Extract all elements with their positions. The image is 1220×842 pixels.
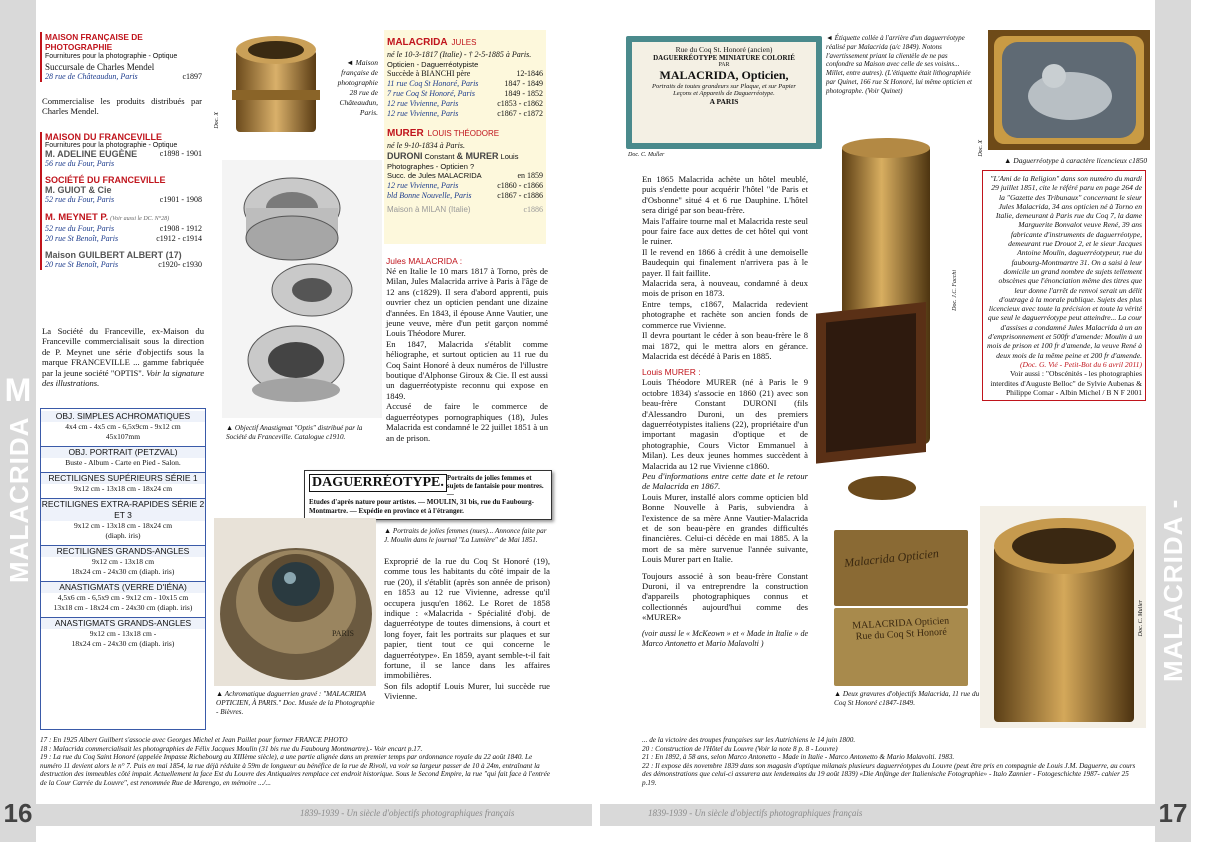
left-band-title: MALACRIDA xyxy=(4,416,34,584)
annonce-box xyxy=(304,470,552,520)
address-row xyxy=(387,181,543,191)
duroni-first: Constant xyxy=(424,152,455,161)
guilbert: Maison GUILBERT ALBERT (17) xyxy=(45,250,182,260)
mal-birth: né le 10-3-1817 (Italie) - † 2-5-1885 à Paris. xyxy=(387,50,532,59)
milan-date: c1886 xyxy=(523,205,543,214)
mur-birth: né le 9-10-1834 à Paris. xyxy=(387,141,465,150)
annonce-l1: Portraits de jolies femmes et sujets de fantaisie pour montres. — xyxy=(446,474,544,498)
r-p5: Entre temps, c1867, Malacrida redevient photographe et rachète son ancien fonds de commerce rue Vivienne. xyxy=(642,298,808,330)
maison-text: Commercialise les produits distribués par Charles Mendel. xyxy=(42,96,202,117)
franceville-sub: Fournitures pour la photographie - Optique xyxy=(45,142,178,149)
table-value: 18x24 cm - 24x30 cm (diaph. iris) xyxy=(71,639,175,648)
mal-succ-date: 12-1846 xyxy=(516,69,543,78)
table-value: 4x4 cm - 4x5 cm - 6,5x9cm - 9x12 cm xyxy=(65,422,181,431)
daguerreotype-image xyxy=(988,30,1150,150)
bio-p2: En 1847, Malacrida s'établit comme héliographe, et surtout opticien au 11 rue du Coq Saint Honoré à deux numéros de l'illustre boutique d'Alphonse Giroux & Cie. Il est aussi un daguerréotypiste reconnu qui expose en 1849. xyxy=(386,338,548,401)
milan: Maison à MILAN (Italie) xyxy=(387,205,471,214)
footnote: ... de la victoire des troupes françaises sur les Autrichiens le 14 juin 1800. xyxy=(642,736,856,744)
table-heading: RECTILIGNES SUPÉRIEURS SÉRIE 1 xyxy=(41,472,205,484)
mal-role: Opticien - Daguerréotypiste xyxy=(387,60,479,69)
optis-engraving xyxy=(222,160,382,418)
address-row xyxy=(387,79,543,89)
address-date: c1853 - c1862 xyxy=(497,99,543,108)
right-text-1 xyxy=(642,174,808,649)
gravure-photo-2 xyxy=(834,608,968,686)
etiquette-label xyxy=(632,42,816,143)
etiq-l7: A PARIS xyxy=(709,97,739,106)
caption-daguerreotype: ▲ Daguerréotype à caractère licencieux c1850 xyxy=(1004,156,1148,165)
meynet-date-2: c1912 - c1914 xyxy=(156,234,202,243)
footnote: 19 : La rue du Coq Saint Honoré (appelée Impasse Richebourg au XIIIème siècle), a une partie alignée dans un premier temps par ordonnance royale du 22 août 1840. Le numéro 11 devient alors le n° 7. Puis en mai 1854, la rue déjà réduite à 59m de longueur au bénéfice de la rue de Rivoli, va voir sa largeur passer de 10 à 24m, entraînant la destruction des immeubles côté impair. Actuellement la face Est du Louvre des Antiquaires remplace cet endroit historique. Sous le Second Empire, la rue "qui fait face à l'entrée de la Cour Carrée du Louvre", est renommée Rue de Marengo, en mémoire .../... xyxy=(40,753,550,787)
malacrida-addresses xyxy=(387,79,543,119)
caption-etiquette: ◄ Étiquette collée à l'arrière d'un daguerréotype réalisé par Malacrida (a/c 1849). Notons l'avertissement priant la clientèle de ne pas confondre sa Maison avec celle de ses voisins... Millet, entre autres). (L'étiquette était lithographiée par Quinet, 166 rue St Honoré, lui même opticien et photographe. (Voir Quinet) xyxy=(826,34,973,95)
address-text: 11 rue Coq St Honoré, Paris xyxy=(387,79,479,88)
table-heading: ANASTIGMATS (VERRE D'IÉNA) xyxy=(41,581,205,593)
maison-addr: 28 rue de Châteaudun, Paris xyxy=(45,72,138,81)
table-value: 9x12 cm - 13x18 cm - 18x24 cm xyxy=(73,521,173,530)
table-value: 45x107mm xyxy=(105,432,141,441)
caption-portraits: ▲ Portraits de jolies femmes (nues)... Annonce faite par J. Moulin dans le journal "La Lumière" de Mai 1851. xyxy=(384,527,547,544)
section-letter: M xyxy=(4,372,32,408)
table-value: 9x12 cm - 13x18 cm xyxy=(91,557,155,566)
bio-title: Jules MALACRIDA : xyxy=(386,256,463,266)
gravure-text-1: Malacrida Opticien xyxy=(843,546,940,570)
bio-p1: Né en Italie le 10 mars 1817 à Torno, près de Milan, Jules Malacrida arrive à Paris à l'âge de 12 ans (c1829). Il sera d'abord apprenti, puis ouvrier chez un opticien pendant une dizaine d'années. En 1843, il épouse Anne Vautier, une jeune veuve, mère d'un petit garçon nommé Louis Théodore Murer. xyxy=(386,266,548,339)
franceville-note: Voir la signature des illustrations. xyxy=(42,367,205,389)
guilbert-addr: 20 rue St Benoît, Paris xyxy=(45,260,119,269)
murer-title: Louis MURER : xyxy=(642,367,701,378)
maison-sub: Fournitures pour la photographie - Optique xyxy=(45,53,178,60)
large-lens-photo xyxy=(980,506,1146,728)
address-date: c1867 - c1886 xyxy=(497,191,543,200)
doc-x-label-2: Doc. X xyxy=(978,140,984,157)
doc-jc-label: Doc. J.C. Facchi xyxy=(952,270,958,311)
page-number-left: 16 xyxy=(3,798,33,828)
table-heading: OBJ. SIMPLES ACHROMATIQUES xyxy=(41,411,205,422)
footnotes-right xyxy=(642,736,1142,788)
franceville-paragraph: La Société du Franceville, ex-Maison du Franceville commercialisait sous la direction de P. Meynet une série d'objectifs sous la marque FRANCEVILLE ... gamme fabriquée par la jeune société "OPTIS". xyxy=(42,326,204,378)
table-value: 18x24 cm - 24x30 cm (diaph. iris) xyxy=(71,567,175,576)
malacrida-info-box xyxy=(384,30,546,244)
footnotes-left xyxy=(40,736,552,788)
lens-engraving-text: PARIS xyxy=(332,629,354,638)
daguerreotype-photo xyxy=(988,30,1150,150)
address-row xyxy=(387,191,543,201)
address-text: bld Bonne Nouvelle, Paris xyxy=(387,191,472,200)
guiot-date: c1901 - 1908 xyxy=(159,195,202,204)
duroni-first2: Louis xyxy=(500,152,519,161)
etiq-l6: Leçons et Appareils de Daguerréotype. xyxy=(673,90,775,97)
adeline-date: c1898 - 1901 xyxy=(159,149,202,158)
r-p11: (voir aussi le « McKeown » et « Made in Italie » de Marco Antonetto et Mario Malavolti ) xyxy=(642,628,808,649)
caption-achromatique: ▲ Achromatique daguerrien gravé : "MALACRIDA OPTICIEN, À PARIS." Doc. Musée de la Photographie - Bièvres. xyxy=(216,690,375,716)
footnote: 18 : Malacrida commercialisait les photographies de Félix Jacques Moulin (31 bis rue du Faubourg Montmartre).- Voir encart p.17. xyxy=(40,744,423,753)
address-text: 12 rue Vivienne, Paris xyxy=(387,109,459,118)
mal-succ: Succède à BIANCHI père xyxy=(387,69,471,78)
maison-succ: Succursale de Charles Mendel xyxy=(45,62,155,72)
doc-muller-2: Doc. C. Muller xyxy=(1138,600,1144,637)
brass-lens-image xyxy=(226,30,326,136)
guiot-addr: 52 rue du Four, Paris xyxy=(45,195,115,204)
address-date: c1860 - c1866 xyxy=(497,181,543,190)
meynet: M. MEYNET P. xyxy=(45,212,109,223)
caption-gravures: ▲ Deux gravures d'objectifs Malacrida, 11 rue du Coq St Honoré c1847-1849. xyxy=(834,690,980,707)
etiquette-photo xyxy=(626,36,822,149)
table-heading: RECTILIGNES GRANDS-ANGLES xyxy=(41,545,205,557)
address-date: 1847 - 1849 xyxy=(504,79,543,88)
societe-title: SOCIÉTÉ DU FRANCEVILLE xyxy=(45,175,166,185)
ami-religion-box xyxy=(982,170,1146,401)
maison-date: c1897 xyxy=(182,72,202,81)
address-date: 1849 - 1852 xyxy=(504,89,543,98)
etiq-l2: DAGUERRÉOTYPE MINIATURE COLORIÉ xyxy=(653,54,795,62)
malacrida-bio-2 xyxy=(384,556,550,702)
address-row xyxy=(387,99,543,109)
mal-head: MALACRIDA xyxy=(387,37,448,48)
address-text: 7 rue Coq St Honoré, Paris xyxy=(387,89,475,98)
franceville-text xyxy=(42,326,204,388)
r-p2: Mais l'affaire tourne mal et Malacrida reste seul pour faire face aux dettes de cet hôtel qui vont le ruiner. xyxy=(642,215,808,247)
annonce-l2: Etudes d'après nature pour artistes. — MOULIN, 31 bis, rue du Faubourg-Montmartre. — Expédie en province et à l'étranger. xyxy=(309,498,534,515)
doc-muller-1: Doc. C. Muller xyxy=(628,152,665,158)
maison-francaise-block xyxy=(40,32,202,82)
running-footer-right: 1839-1939 - Un siècle d'objectifs photographiques français xyxy=(648,808,863,818)
table-heading: OBJ. PORTRAIT (PETZVAL) xyxy=(41,446,205,458)
guiot: M. GUIOT & Cie xyxy=(45,185,112,195)
footnote: 20 : Construction de l'Hôtel du Louvre (Voir la note 8 p. 8 - Louvre) xyxy=(642,744,838,753)
r-p9: Louis Murer, installé alors comme opticien bld Bonne Nouvelle à Paris, subviendra à l'existence de sa mère Anne Vautier-Malacrida et de son beau-père en grandes difficultés financières. Celui-ci décède en mai 1885. A la mort de sa mère survenue l'année suivante, Louis Murer part en Italie. xyxy=(642,491,808,565)
bio-p4: Exproprié de la rue du Coq St Honoré (19), comme tous les habitants du côté impair de la rue (20), il s'établit (après son année de prison) en 1853 au 12 rue Vivienne, adresse qu'il occupera jusqu'en 1862. Le Roret de 1858 indique : «Malacrida - Spécialité d'obj. de daguerréotype de toutes dimensions, à court et long foyer, fait les portraits sur plaques et sur papier, tient tout ce qui concerne le daguerréotype». En 1859, ayant semble-t-il fait fortune, il se lance dans les affaires immobilières. xyxy=(384,556,550,681)
page-number-right: 17 xyxy=(1158,798,1188,828)
maison-lens-photo xyxy=(226,30,326,136)
camera-photo xyxy=(812,138,980,508)
murer-addresses xyxy=(387,181,543,201)
ami-doc: (Doc. G. Vié - Petit-Bot du 6 avril 2011) xyxy=(1019,359,1142,369)
ami-text: "L'Ami de la Religion" dans son numéro du mardi 29 juillet 1851, cite le référé paru en page 264 de la "Gazette des Tribunaux" concernant le sieur Jules Malacrida, 34 ans opticien né à Torno en Italie, demeurant à Paris rue du Coq 7, la dame Marguerite Bonvalot veuve René, 39 ans fabricante d'instruments de daguerréotype, demeurant rue Drouot 2, et le sieur Jacques Antoine Moulin, daguerréotypeur, rue du faubourg-Montmartre 31. On a saisi à leur domicile un grand nombre de sujets tellement obscènes que l'énonciation même des titres que leur donne l'arrêt de renvoi serait un délit d'outrage à la morale publique. Sujets des plus licencieux avec toute la précision et toute la vérité que seul le daguerréotype peut atteindre... La cour d'assises a condamné Jules Malacrida à un an d'emprisonnement et 500fr d'amende: Moulin à un mois de prison et 100 fr d'amende, la veuve René à deux mois de la même peine et 200 fr d'amende. xyxy=(987,174,1142,360)
table-value: Buste - Album - Carte en Pied - Salon. xyxy=(65,458,181,467)
annonce-title: DAGUERRÉOTYPE. xyxy=(309,474,447,492)
address-text: 12 rue Vivienne, Paris xyxy=(387,99,459,108)
etiq-l4: MALACRIDA, Opticien, xyxy=(659,68,789,82)
r-p8: Peu d'informations entre cette date et le retour de Malacrida en 1867. xyxy=(642,470,808,492)
r-p1: En 1865 Malacrida achète un hôtel meublé, puis s'endette pour acquérir l'hôtel "de Paris et d'Osbonne" situé 4 et 6 rue Dauphine. L'hôtel sera dirigé par son beau-frère. xyxy=(642,174,808,216)
duroni-amp: & MURER xyxy=(456,151,499,161)
duroni: DURONI xyxy=(387,151,423,161)
gravure-photo-1 xyxy=(834,530,968,606)
mur-head: MURER xyxy=(387,128,424,139)
table-value: 9x12 cm - 13x18 cm - xyxy=(89,629,157,638)
mal-first: JULES xyxy=(451,38,477,47)
r-p3: Il le revend en 1866 à crédit à une demoiselle Baudequin qui finalement n'arrivera pas à le payer. Il fait faillite. xyxy=(642,246,808,278)
footnote: 21 : En 1892, à 58 ans, selon Marco Antonetto - Made in Italie - Marco Antonetto & Mario Malavolti. 1983. xyxy=(642,753,955,762)
r-p10: Toujours associé à son beau-frère Constant Duroni, il va entreprendre la construction d'appareils photographiques connus et collectionnés aujourd'hui comme des «MURER» xyxy=(642,570,808,623)
etiq-l1: Rue du Coq St. Honoré (ancien) xyxy=(675,45,773,54)
table-heading: RECTILIGNES EXTRA-RAPIDES SÉRIE 2 ET 3 xyxy=(41,499,205,520)
left-side-band xyxy=(0,0,36,842)
meynet-addr-2: 20 rue St Benoît, Paris xyxy=(45,234,119,243)
ami-voir: Voir aussi : "Obscénités - les photographies interdites d'Auguste Belloc" de Sylvie Aubenas & Philippe Comar - Albin Michel / B N F 2001 xyxy=(990,369,1142,397)
address-row xyxy=(387,109,543,119)
table-heading: ANASTIGMATS GRANDS-ANGLES xyxy=(41,617,205,629)
meynet-note: (Voir aussi le DC. N°28) xyxy=(110,216,170,222)
succ-jules: Succ. de Jules MALACRIDA xyxy=(387,171,482,180)
mur-first: LOUIS THÉODORE xyxy=(427,129,500,138)
running-footer-left: 1839-1939 - Un siècle d'objectifs photographiques français xyxy=(300,808,515,818)
meynet-date-1: c1908 - 1912 xyxy=(159,224,202,233)
bio-p5: Son fils adoptif Louis Murer, lui succède rue Vivienne. xyxy=(384,680,550,702)
r-p6: Il devra pourtant le céder à son beau-frère le 8 mai 1872, qui le mettra alors en gérance. Malacrida est décédé à Paris en 1885. xyxy=(642,330,808,361)
gravure-text-2: MALACRIDA Opticien Rue du Coq St Honoré xyxy=(852,615,950,643)
meynet-addr-1: 52 rue du Four, Paris xyxy=(45,224,115,233)
caption-maison-photo: ◄ Maison française de photographie 28 rue de Châteaudun, Paris. xyxy=(337,58,378,117)
r-p4: Malacrida sera, à nouveau, condamné à deux mois de prison en 1873. xyxy=(642,278,808,299)
malacrida-bio xyxy=(386,256,548,443)
table-value: 13x18 cm - 18x24 cm - 24x30 cm (diaph. iris) xyxy=(53,603,193,612)
objectifs-table xyxy=(40,408,206,730)
malacrida-camera-image xyxy=(812,138,980,508)
franceville-title: MAISON DU FRANCEVILLE xyxy=(45,132,162,142)
bio-p3: Accusé de faire le commerce de daguerréotypes pornographiques (18), Jules Malacrida est condamné le 22 juillet 1851 à un an de prison. xyxy=(386,401,548,443)
table-value: (diaph. iris) xyxy=(105,531,141,540)
r-p7: Louis Théodore MURER (né à Paris le 9 octobre 1834) s'associe en 1860 (21) avec son beau-frère Constant DURONI (fils d'Alessandro Duroni, un des premiers daguerréotypistes italiens (22), propriétaire d'un important magasin d'optique et de photographie, Cours Victor Emmanuel à Milan). Les deux jeunes hommes succèdent à Malacrida au 12 rue Vivienne c1860. xyxy=(642,377,808,471)
etiq-l3: PAR xyxy=(718,62,730,68)
right-side-band xyxy=(1155,0,1219,842)
succ-jules-date: en 1859 xyxy=(517,171,543,180)
etiq-l5: Portraits de toutes grandeurs sur Plaque, et sur Papier xyxy=(652,83,796,90)
doc-x-label-1: Doc. X xyxy=(214,112,220,129)
achromatique-lens-image xyxy=(214,518,376,686)
optis-lens-drawing xyxy=(222,160,382,418)
address-row xyxy=(387,89,543,99)
adeline-addr: 56 rue du Four, Paris xyxy=(45,159,115,168)
right-band-title: MALACRIDA - MURER xyxy=(1158,498,1219,682)
caption-optis: ▲ Objectif Anastigmat "Optis" distribué par la Société du Franceville. Catalogue c1910. xyxy=(226,424,363,441)
footnote: 17 : En 1925 Albert Guilbert s'associe avec Georges Michel et Jean Paillet pour former FRANCE PHOTO xyxy=(40,736,348,744)
franceville-block xyxy=(40,132,202,270)
address-text: 12 rue Vivienne, Paris xyxy=(387,181,459,190)
maison-title: MAISON FRANÇAISE DE PHOTOGRAPHIE xyxy=(45,32,143,52)
photographes: Photographes - Opticien ? xyxy=(387,162,475,171)
adeline: M. ADELINE EUGÈNE xyxy=(45,149,138,159)
address-date: c1867 - c1872 xyxy=(497,109,543,118)
achromatique-photo xyxy=(214,518,376,686)
large-brass-lens-image xyxy=(980,506,1146,728)
guilbert-date: c1920- c1930 xyxy=(158,260,202,269)
table-value: 9x12 cm - 13x18 cm - 18x24 cm xyxy=(73,484,173,493)
footnote: 22 : Il expose dès novembre 1839 dans son magasin d'optique milanais plusieurs daguerréotypes du Louvre (peut être pris en compagnie de Louis J.M. Daguerre, au cours des démonstrations que celui-ci assurera aux lendemains du 19 août 1839) «Die Anfänge der Italienische Fotographie» - Italo Zannier - Fotogeschichte 1987- cahier 25 p.19. xyxy=(642,761,1136,787)
table-value: 4,5x6 cm - 6,5x9 cm - 9x12 cm - 10x15 cm xyxy=(57,593,189,602)
